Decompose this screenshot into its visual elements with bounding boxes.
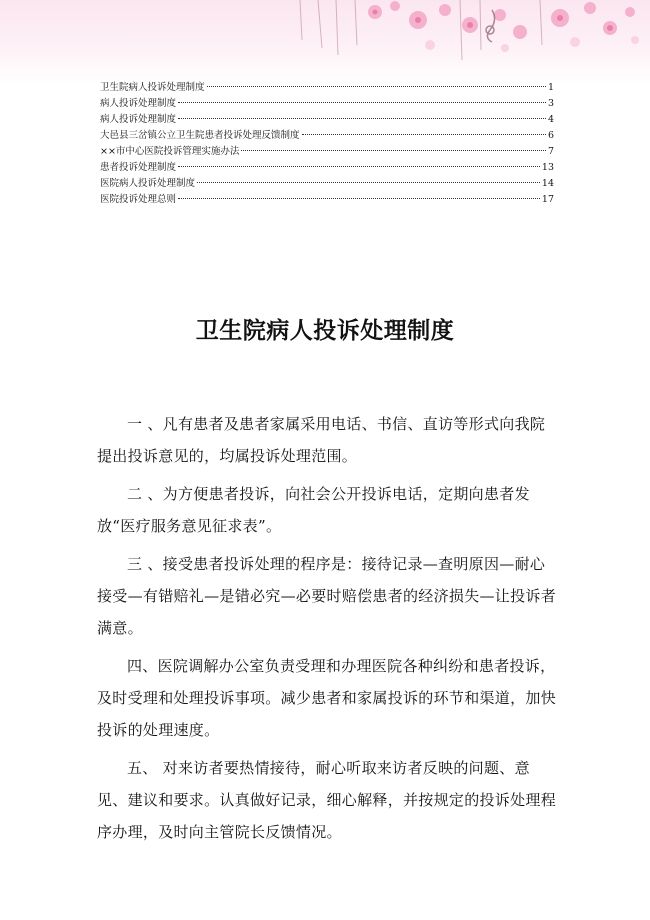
toc-entry-title: 卫生院病人投诉处理制度	[100, 82, 205, 93]
toc-entry-title: ××市中心医院投诉管理实施办法	[100, 146, 240, 157]
floral-decoration-icon	[0, 0, 650, 85]
paragraph-5: 五、 对来访者要热情接待，耐心听取来访者反映的问题、意见、建议和要求。认真做好记录，细心解释，并按规定的投诉处理程序办理，及时向主管院长反馈情况。	[97, 759, 557, 841]
toc-entry[interactable]	[100, 128, 554, 144]
toc-entry-page: 3	[547, 98, 554, 109]
toc-entry-page: 1	[547, 82, 554, 93]
toc-entry[interactable]	[100, 192, 554, 208]
toc-leader-dots	[302, 134, 546, 135]
toc-entry-title: 医院病人投诉处理制度	[100, 178, 196, 189]
toc-entry-title: 医院投诉处理总则	[100, 194, 177, 205]
floral-header-banner	[0, 0, 650, 85]
toc-entry-title: 大邑县三岔镇公立卫生院患者投诉处理反馈制度	[100, 130, 300, 141]
paragraph-4: 四、医院调解办公室负责受理和办理医院各种纠纷和患者投诉，及时受理和处理投诉事项。减少患者和家属投诉的环节和渠道，加快投诉的处理速度。	[97, 657, 557, 739]
table-of-contents	[100, 80, 554, 208]
toc-entry[interactable]	[100, 160, 554, 176]
toc-entry[interactable]	[100, 144, 554, 160]
paragraph-2: 二 、为方便患者投诉，向社会公开投诉电话，定期向患者发放“医疗服务意见征求表”。	[97, 485, 530, 535]
toc-entry-title: 患者投诉处理制度	[100, 162, 177, 173]
toc-entry[interactable]	[100, 112, 554, 128]
toc-entry-page: 6	[547, 130, 554, 141]
toc-entry-page: 13	[541, 162, 554, 173]
toc-entry-title: 病人投诉处理制度	[100, 114, 177, 125]
toc-entry-page: 17	[541, 194, 554, 205]
toc-leader-dots	[241, 150, 546, 151]
toc-entry[interactable]	[100, 96, 554, 112]
toc-leader-dots	[178, 118, 546, 119]
paragraph-1: 一 、凡有患者及患者家属采用电话、书信、直访等形式向我院提出投诉意见的，均属投诉处理范围。	[97, 415, 546, 465]
toc-leader-dots	[178, 198, 540, 199]
toc-entry-page: 14	[541, 178, 554, 189]
toc-entry[interactable]	[100, 80, 554, 96]
toc-entry-title: 病人投诉处理制度	[100, 98, 177, 109]
toc-leader-dots	[207, 86, 546, 87]
toc-entry-page: 4	[547, 114, 554, 125]
toc-leader-dots	[178, 102, 546, 103]
toc-entry-page: 7	[547, 146, 554, 157]
paragraph-3: 三 、接受患者投诉处理的程序是：接待记录—查明原因—耐心接受—有错赔礼—是错必究—必要时赔偿患者的经济损失—让投诉者满意。	[97, 555, 557, 637]
toc-leader-dots	[178, 166, 540, 167]
document-title: 卫生院病人投诉处理制度	[195, 318, 455, 344]
toc-entry[interactable]	[100, 176, 554, 192]
document-body	[97, 408, 557, 854]
toc-leader-dots	[197, 182, 540, 183]
